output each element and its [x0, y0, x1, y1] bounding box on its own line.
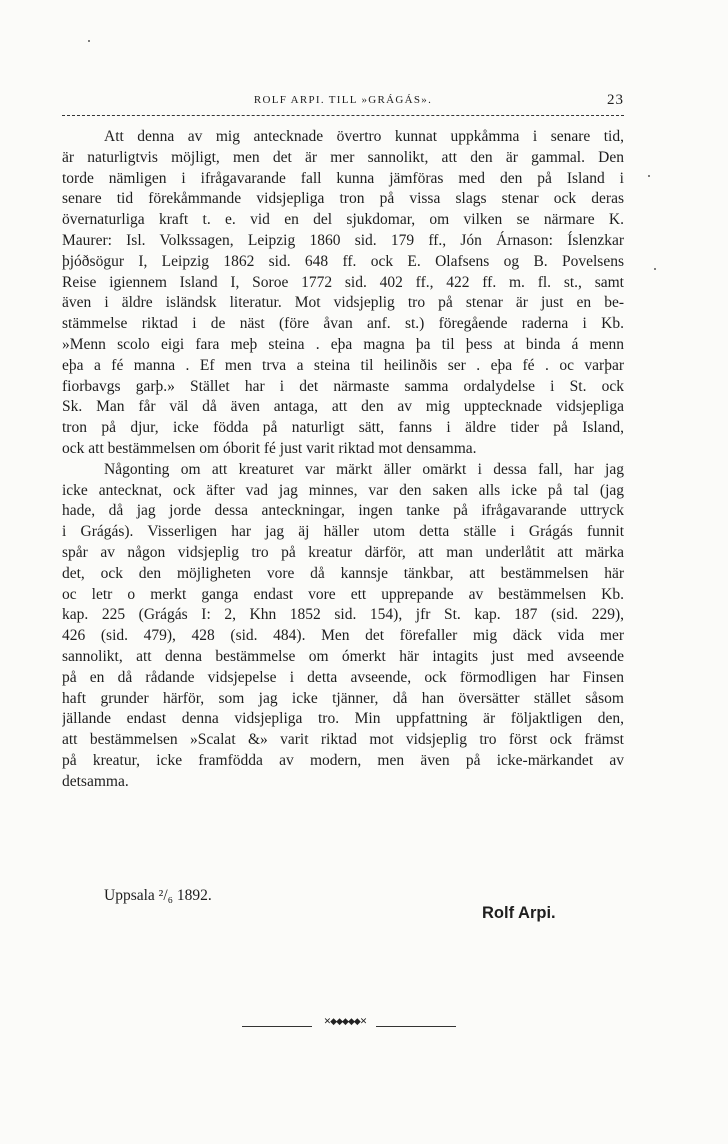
header-rule	[62, 115, 624, 116]
ornament-center: ✕◆◆◆◆◆✕	[323, 1017, 367, 1027]
running-head	[62, 92, 624, 112]
text-line: i Grágás). Visserligen har jag äj häller utom detta ställe i Grágás funnit	[62, 523, 624, 541]
text-line: Maurer: Isl. Volkssagen, Leipzig 1860 sid. 179 ff., Jón Árnason: Íslenzkar	[62, 231, 624, 249]
signature: Rolf Arpi.	[482, 904, 556, 922]
text-line: torde nämligen i ifrågavarande fall kunna jämföras med den på Island i	[62, 169, 624, 187]
text-line: Att denna av mig antecknade övertro kunnat uppkåmma i senare tid,	[104, 128, 624, 145]
text-line: det, ock den möjligheten vore då kannsje tänkbar, att bestämmelsen här	[62, 564, 624, 582]
dateline: Uppsala ²/₆ 1892.	[104, 887, 212, 904]
text-line: icke antecknat, ock äfter vad jag minnes, var den saken alls icke på tal (jag	[62, 481, 624, 499]
running-title: ROLF ARPI. TILL »GRÁGÁS».	[253, 94, 433, 106]
text-line: att bestämmelsen »Scalat &» varit riktad mot vidsjeplig tro först ock främst	[62, 731, 624, 749]
text-line: senare tid förekåmmande vidsjepliga tron på vissa slags stenar ock deras	[62, 190, 624, 208]
text-line: fiorbavgs garþ.» Stället har i det närmaste samma ordalydelse i St. ock	[62, 377, 624, 395]
paper-speck	[654, 268, 656, 270]
text-line: haft grunder härför, som jag icke tjänner, då han översätter stället såsom	[62, 689, 624, 707]
text-line: eþa a fé manna . Ef men trva a steina til heilinðis ser . eþa fé . oc varþar	[62, 356, 624, 374]
text-line: 426 (sid. 479), 428 (sid. 484). Men det förefaller mig däck vida mer	[62, 627, 624, 645]
closing-ornament	[242, 1017, 456, 1031]
text-line: ock att bestämmelsen om óborit fé just varit riktad mot densamma.	[62, 439, 477, 457]
text-line: detsamma.	[62, 772, 129, 790]
text-line: på en då rådande vidsjepelse i detta avseende, ock förmodligen har Finsen	[62, 668, 624, 686]
text-line: på kreatur, icke framfödda av modern, men även på icke-märkandet av	[62, 751, 624, 769]
text-line: oc letr o merkt ganga endast vore ett upprepande av bestämmelsen Kb.	[62, 585, 624, 603]
text-line: jällande endast denna vidsjepliga tro. Min uppfattning är följaktligen den,	[62, 710, 624, 728]
text-line: hade, då jag jorde dessa anteckningar, ingen tanke på ifrågavarande uttryck	[62, 502, 624, 520]
text-line: är naturligtvis möjligt, men det är mer sannolikt, att den är gammal. Den	[62, 148, 624, 166]
text-line: spår av någon vidsjeplig tro på kreatur därför, att man underlåtit att märka	[62, 543, 624, 561]
paragraph-2	[62, 460, 624, 793]
text-line: tron på djur, icke födda på naturligt sätt, fanns i äldre tider på Island,	[62, 419, 624, 437]
body-text	[62, 127, 624, 793]
text-line: övernaturliga kraft t. e. vid en del sjukdomar, om vilken se närmare K.	[62, 211, 624, 229]
ornament-rule-right	[376, 1026, 456, 1027]
text-line: »Menn scolo eigi fara meþ steina . eþa magna þa til þess at binda á menn	[62, 335, 624, 353]
text-line: Sk. Man får väl då även antaga, att den av mig upptecknade vidsjepliga	[62, 398, 624, 416]
text-line: stämmelse riktad i de näst (före åvan anf. st.) föregående raderna i Kb.	[62, 315, 624, 333]
paper-speck	[648, 175, 650, 177]
text-line: kap. 225 (Grágás I: 2, Khn 1852 sid. 154), jfr St. kap. 187 (sid. 229),	[62, 606, 624, 624]
paper-speck	[88, 40, 90, 42]
text-line: sannolikt, att denna bestämmelse om ómerkt här intagits just med avseende	[62, 647, 624, 665]
ornament-rule-left	[242, 1026, 312, 1027]
text-line: Någonting om att kreaturet var märkt äller omärkt i dessa fall, har jag	[104, 460, 624, 478]
text-line: även i äldre isländsk literatur. Mot vidsjeplig tro på stenar är just en be-	[62, 294, 624, 312]
text-line: þjóðsögur I, Leipzig 1862 sid. 648 ff. ock E. Olafsens og B. Povelsens	[62, 252, 624, 270]
text-line: Reise igiennem Island I, Soroe 1772 sid. 402 ff., 422 ff. m. fl. st., samt	[62, 273, 624, 291]
paragraph-1	[62, 127, 624, 460]
page-number: 23	[607, 92, 624, 108]
